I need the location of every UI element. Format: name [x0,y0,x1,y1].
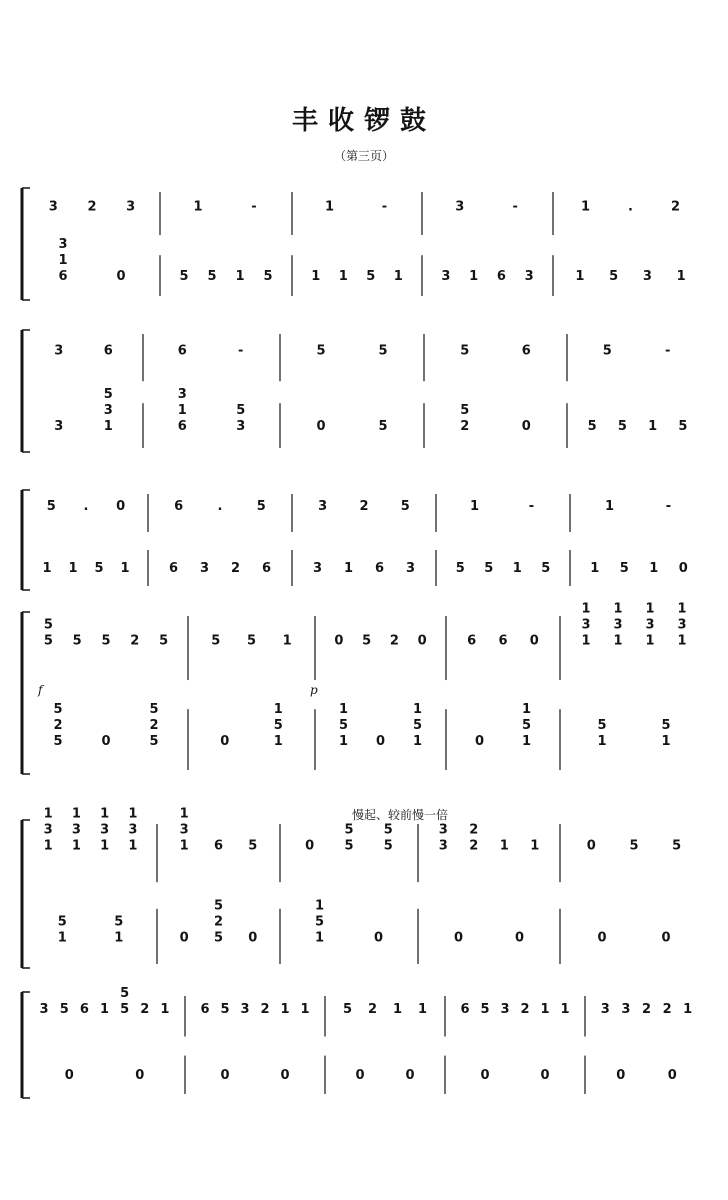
upper-part-note: 1 [43,838,53,854]
lower-part-note: 0 [514,930,525,946]
upper-part-note: 5 [256,499,266,514]
lower-part-note: 3 [405,561,416,576]
upper-part-note: 3 [54,343,64,359]
upper-part-note: 5 [59,1002,69,1018]
lower-part-note: 2 [53,717,63,733]
lower-part-note: 1 [521,733,532,749]
lower-part-note: 5 [314,914,325,930]
lower-part-note: 1 [338,701,349,717]
upper-part-note: 2 [367,1002,378,1018]
upper-part-note: 5 [248,838,258,854]
upper-part-note: 5 [43,633,53,649]
lower-part-note: 1 [393,268,403,284]
upper-part-note: 5 [342,1002,353,1018]
upper-part-note: 2 [662,1002,672,1018]
upper-part-note: 5 [220,1002,230,1018]
upper-part-note: 5 [159,633,169,649]
dynamic-piano: p [310,683,318,697]
upper-part-note: 1 [71,838,81,854]
lower-part-note: 1 [58,252,68,268]
upper-part-note: - [665,343,671,359]
upper-part-note: 1 [99,1002,110,1018]
lower-part-note: 1 [590,561,600,576]
upper-part-note: 5 [460,343,470,359]
upper-part-note: 3 [100,822,110,838]
upper-part-note: - [238,343,244,359]
lower-part-note: 5 [213,930,224,946]
lower-part-note: 1 [314,898,325,914]
upper-part-note: 1 [100,806,110,822]
lower-part-note: 0 [453,930,464,946]
lower-part-note: 1 [235,268,245,284]
lower-part-note: 5 [661,717,671,733]
upper-part-note: 6 [460,1002,470,1018]
lower-part-note: 0 [667,1067,677,1083]
upper-part-note: 1 [392,1002,403,1018]
lower-part-note: 5 [94,561,104,576]
upper-part-note: 5 [344,838,354,854]
lower-part-note: 5 [149,701,159,717]
upper-part-note: 3 [677,617,687,633]
lower-part-note: 5 [619,561,629,576]
upper-part-note: . [217,499,223,514]
lower-part-note: 3 [642,268,652,284]
lower-part-note: 1 [597,733,607,749]
lower-part-note: 3 [236,419,246,435]
upper-part-note: 1 [71,806,81,822]
upper-part-note: 6 [498,633,508,649]
lower-part-note: 5 [412,717,423,733]
lower-part-note: 5 [179,268,189,284]
dynamic-forte: f [38,683,43,697]
lower-part-note: 0 [375,733,386,749]
lower-part-note: 3 [312,561,323,576]
lower-part-note: 1 [68,561,78,576]
upper-part-note: 5 [400,499,410,514]
lower-part-note: 1 [343,561,354,576]
upper-part-note: 1 [677,633,687,649]
upper-part-note: 6 [521,343,531,359]
lower-part-note: 0 [521,419,531,435]
lower-part-note: 1 [273,701,283,717]
upper-part-note: 2 [260,1002,270,1018]
lower-part-note: 2 [149,717,159,733]
lower-part-note: 5 [678,419,688,435]
lower-part-note: 0 [480,1067,490,1083]
lower-part-note: 5 [338,717,349,733]
upper-part-note: - [528,499,535,514]
upper-part-note: 6 [177,343,187,359]
lower-part-note: 1 [311,268,321,284]
upper-part-note: 3 [318,499,328,514]
upper-part-note: 5 [72,633,82,649]
lower-part-note: 5 [541,561,551,576]
lower-part-note: 3 [103,403,113,419]
upper-part-note: 1 [128,806,138,822]
lower-part-note: 1 [676,268,686,284]
upper-part-note: 2 [469,838,479,854]
lower-part-note: 6 [177,419,187,435]
lower-part-note: 2 [230,561,241,576]
lower-part-note: 1 [177,403,187,419]
lower-part-note: 6 [168,561,179,576]
lower-part-note: 0 [373,930,384,946]
lower-part-note: 6 [496,268,506,284]
upper-part-note: 1 [645,633,655,649]
upper-part-note: - [381,199,388,215]
upper-part-note: 1 [645,601,655,617]
lower-part-note: 1 [338,268,348,284]
upper-part-note: 3 [438,838,448,854]
upper-part-note: 1 [300,1002,310,1018]
lower-part-note: 5 [114,914,124,930]
upper-part-note: 1 [540,1002,550,1018]
upper-part-note: 2 [389,633,399,649]
upper-part-note: 6 [79,1002,89,1018]
lower-part-note: 0 [179,930,189,946]
lower-part-note: 6 [261,561,272,576]
upper-part-note: 1 [581,633,591,649]
upper-part-note: 2 [140,1002,150,1018]
upper-part-note: 1 [280,1002,290,1018]
lower-part-note: 0 [101,733,111,749]
lower-part-note: 1 [338,733,349,749]
lower-part-note: 1 [649,561,659,576]
lower-part-note: 1 [412,733,423,749]
upper-part-note: 3 [126,199,136,215]
upper-part-note: 0 [334,633,344,649]
lower-part-note: 1 [575,268,585,284]
score-title: 丰收锣鼓 [291,106,436,136]
upper-part-note: 5 [101,633,111,649]
upper-part-note: 3 [500,1002,510,1018]
upper-part-note: 1 [417,1002,428,1018]
upper-part-note: . [83,499,89,514]
lower-part-note: 5 [57,914,67,930]
lower-part-note: 1 [412,701,423,717]
lower-part-note: 0 [474,733,485,749]
upper-part-note: 0 [116,499,126,514]
upper-part-note: 5 [383,822,393,838]
upper-part-note: 3 [621,1002,631,1018]
lower-part-note: 6 [374,561,385,576]
lower-part-note: 5 [53,701,63,717]
lower-part-note: 5 [53,733,63,749]
lower-part-note: 5 [236,403,246,419]
upper-part-note: 5 [629,838,639,854]
upper-part-note: 3 [581,617,591,633]
upper-part-note: 5 [672,838,682,854]
tempo-marking: 慢起、较前慢一倍 [352,808,449,822]
upper-part-note: 3 [39,1002,49,1018]
lower-part-note: 3 [441,268,451,284]
upper-part-note: 1 [100,838,110,854]
upper-part-note: 5 [120,986,130,1002]
lower-part-note: 2 [460,419,470,435]
lower-part-note: 1 [120,561,130,576]
upper-part-note: 5 [46,499,56,514]
lower-part-note: 0 [661,930,671,946]
upper-part-note: 1 [581,601,591,617]
upper-part-note: 2 [641,1002,652,1018]
upper-part-note: 1 [683,1002,693,1018]
lower-part-note: 1 [57,930,67,946]
lower-part-note: 2 [213,914,224,930]
lower-part-note: 5 [263,268,273,284]
lower-part-note: 3 [524,268,534,284]
lower-part-note: 0 [355,1067,365,1083]
upper-part-note: 1 [160,1002,170,1018]
upper-part-note: 5 [378,343,388,359]
upper-part-note: 2 [359,499,369,514]
lower-part-note: 5 [597,717,607,733]
upper-part-note: 6 [467,633,477,649]
lower-part-note: 1 [114,930,124,946]
upper-part-note: - [512,199,518,215]
upper-part-note: 1 [604,499,615,514]
lower-part-note: 5 [617,419,627,435]
upper-part-note: 1 [324,199,335,215]
upper-part-note: 3 [43,822,53,838]
lower-part-note: 5 [609,268,619,284]
lower-part-note: 3 [199,561,210,576]
upper-part-note: 1 [282,633,292,649]
upper-part-note: 3 [179,822,189,838]
lower-part-note: 0 [616,1067,626,1083]
upper-part-note: 2 [469,822,479,838]
upper-part-note: 1 [179,806,189,822]
upper-part-note: 5 [480,1002,490,1018]
upper-part-note: 5 [383,838,393,854]
lower-part-note: 0 [248,930,258,946]
upper-part-note: 6 [200,1002,210,1018]
lower-part-note: 0 [220,733,230,749]
lower-part-note: 6 [58,268,68,284]
lower-part-note: 0 [220,1067,230,1083]
upper-part-note: 2 [520,1002,530,1018]
lower-part-note: 1 [273,733,283,749]
upper-part-note: 1 [469,499,480,514]
upper-part-note: 5 [246,633,257,649]
upper-part-note: 3 [613,617,623,633]
upper-part-note: 1 [499,838,509,854]
upper-part-note: 0 [586,838,596,854]
lower-part-note: 5 [103,387,113,403]
upper-part-note: 3 [128,822,138,838]
upper-part-note: 5 [602,343,612,359]
lower-part-note: 0 [540,1067,550,1083]
upper-part-note: 1 [179,838,189,854]
lower-part-note: 1 [314,930,325,946]
upper-part-note: 0 [529,633,539,649]
upper-part-note: 5 [120,1002,130,1018]
upper-part-note: 1 [128,838,138,854]
lower-part-note: 1 [521,701,532,717]
upper-part-note: 5 [43,617,53,633]
lower-part-note: 5 [587,419,597,435]
lower-part-note: 1 [103,419,113,435]
upper-part-note: 1 [43,806,53,822]
upper-part-note: - [251,199,257,215]
lower-part-note: 5 [207,268,217,284]
lower-part-note: 0 [316,419,326,435]
page-number-note: （第三页） [333,149,394,163]
lower-part-note: 3 [177,387,187,403]
upper-part-note: 5 [316,343,326,359]
lower-part-note: 3 [54,419,64,435]
lower-part-note: 5 [366,268,376,284]
upper-part-note: 0 [417,633,427,649]
upper-part-note: 3 [71,822,81,838]
upper-part-note: 2 [87,199,97,215]
upper-part-note: 3 [645,617,655,633]
upper-part-note: 1 [613,601,623,617]
lower-part-note: 0 [597,930,607,946]
lower-part-note: 5 [149,733,159,749]
lower-part-note: 3 [58,236,68,252]
lower-part-note: 5 [213,898,224,914]
upper-part-note: 6 [213,838,224,854]
upper-part-note: . [628,199,633,215]
upper-part-note: 2 [130,633,140,649]
lower-part-note: 5 [484,561,494,576]
lower-part-note: 5 [521,717,532,733]
upper-part-note: 3 [240,1002,250,1018]
lower-part-note: 0 [116,268,126,284]
lower-part-note: 5 [460,403,470,419]
upper-part-note: 5 [362,633,372,649]
upper-part-note: 1 [193,199,203,215]
upper-part-note: 5 [344,822,354,838]
upper-part-note: 3 [438,822,448,838]
lower-part-note: 1 [648,419,658,435]
upper-part-note: 0 [305,838,315,854]
upper-part-note: 1 [530,838,540,854]
upper-part-note: 3 [48,199,58,215]
lower-part-note: 0 [405,1067,415,1083]
lower-part-note: 0 [678,561,688,576]
lower-part-note: 0 [64,1067,74,1083]
upper-part-note: 3 [600,1002,610,1018]
lower-part-note: 0 [280,1067,290,1083]
upper-part-note: 6 [103,343,113,359]
lower-part-note: 1 [42,561,52,576]
lower-part-note: 5 [455,561,465,576]
lower-part-note: 0 [135,1067,145,1083]
upper-part-note: 1 [580,199,591,215]
upper-part-note: 1 [560,1002,570,1018]
upper-part-note: 2 [670,199,681,215]
lower-part-note: 5 [273,717,283,733]
lower-part-note: 5 [378,419,388,435]
upper-part-note: 1 [613,633,623,649]
upper-part-note: 6 [174,499,184,514]
upper-part-note: 3 [455,199,465,215]
upper-part-note: 1 [677,601,687,617]
upper-part-note: - [665,499,672,514]
lower-part-note: 1 [469,268,479,284]
upper-part-note: 5 [211,633,221,649]
lower-part-note: 1 [512,561,522,576]
lower-part-note: 1 [661,733,671,749]
